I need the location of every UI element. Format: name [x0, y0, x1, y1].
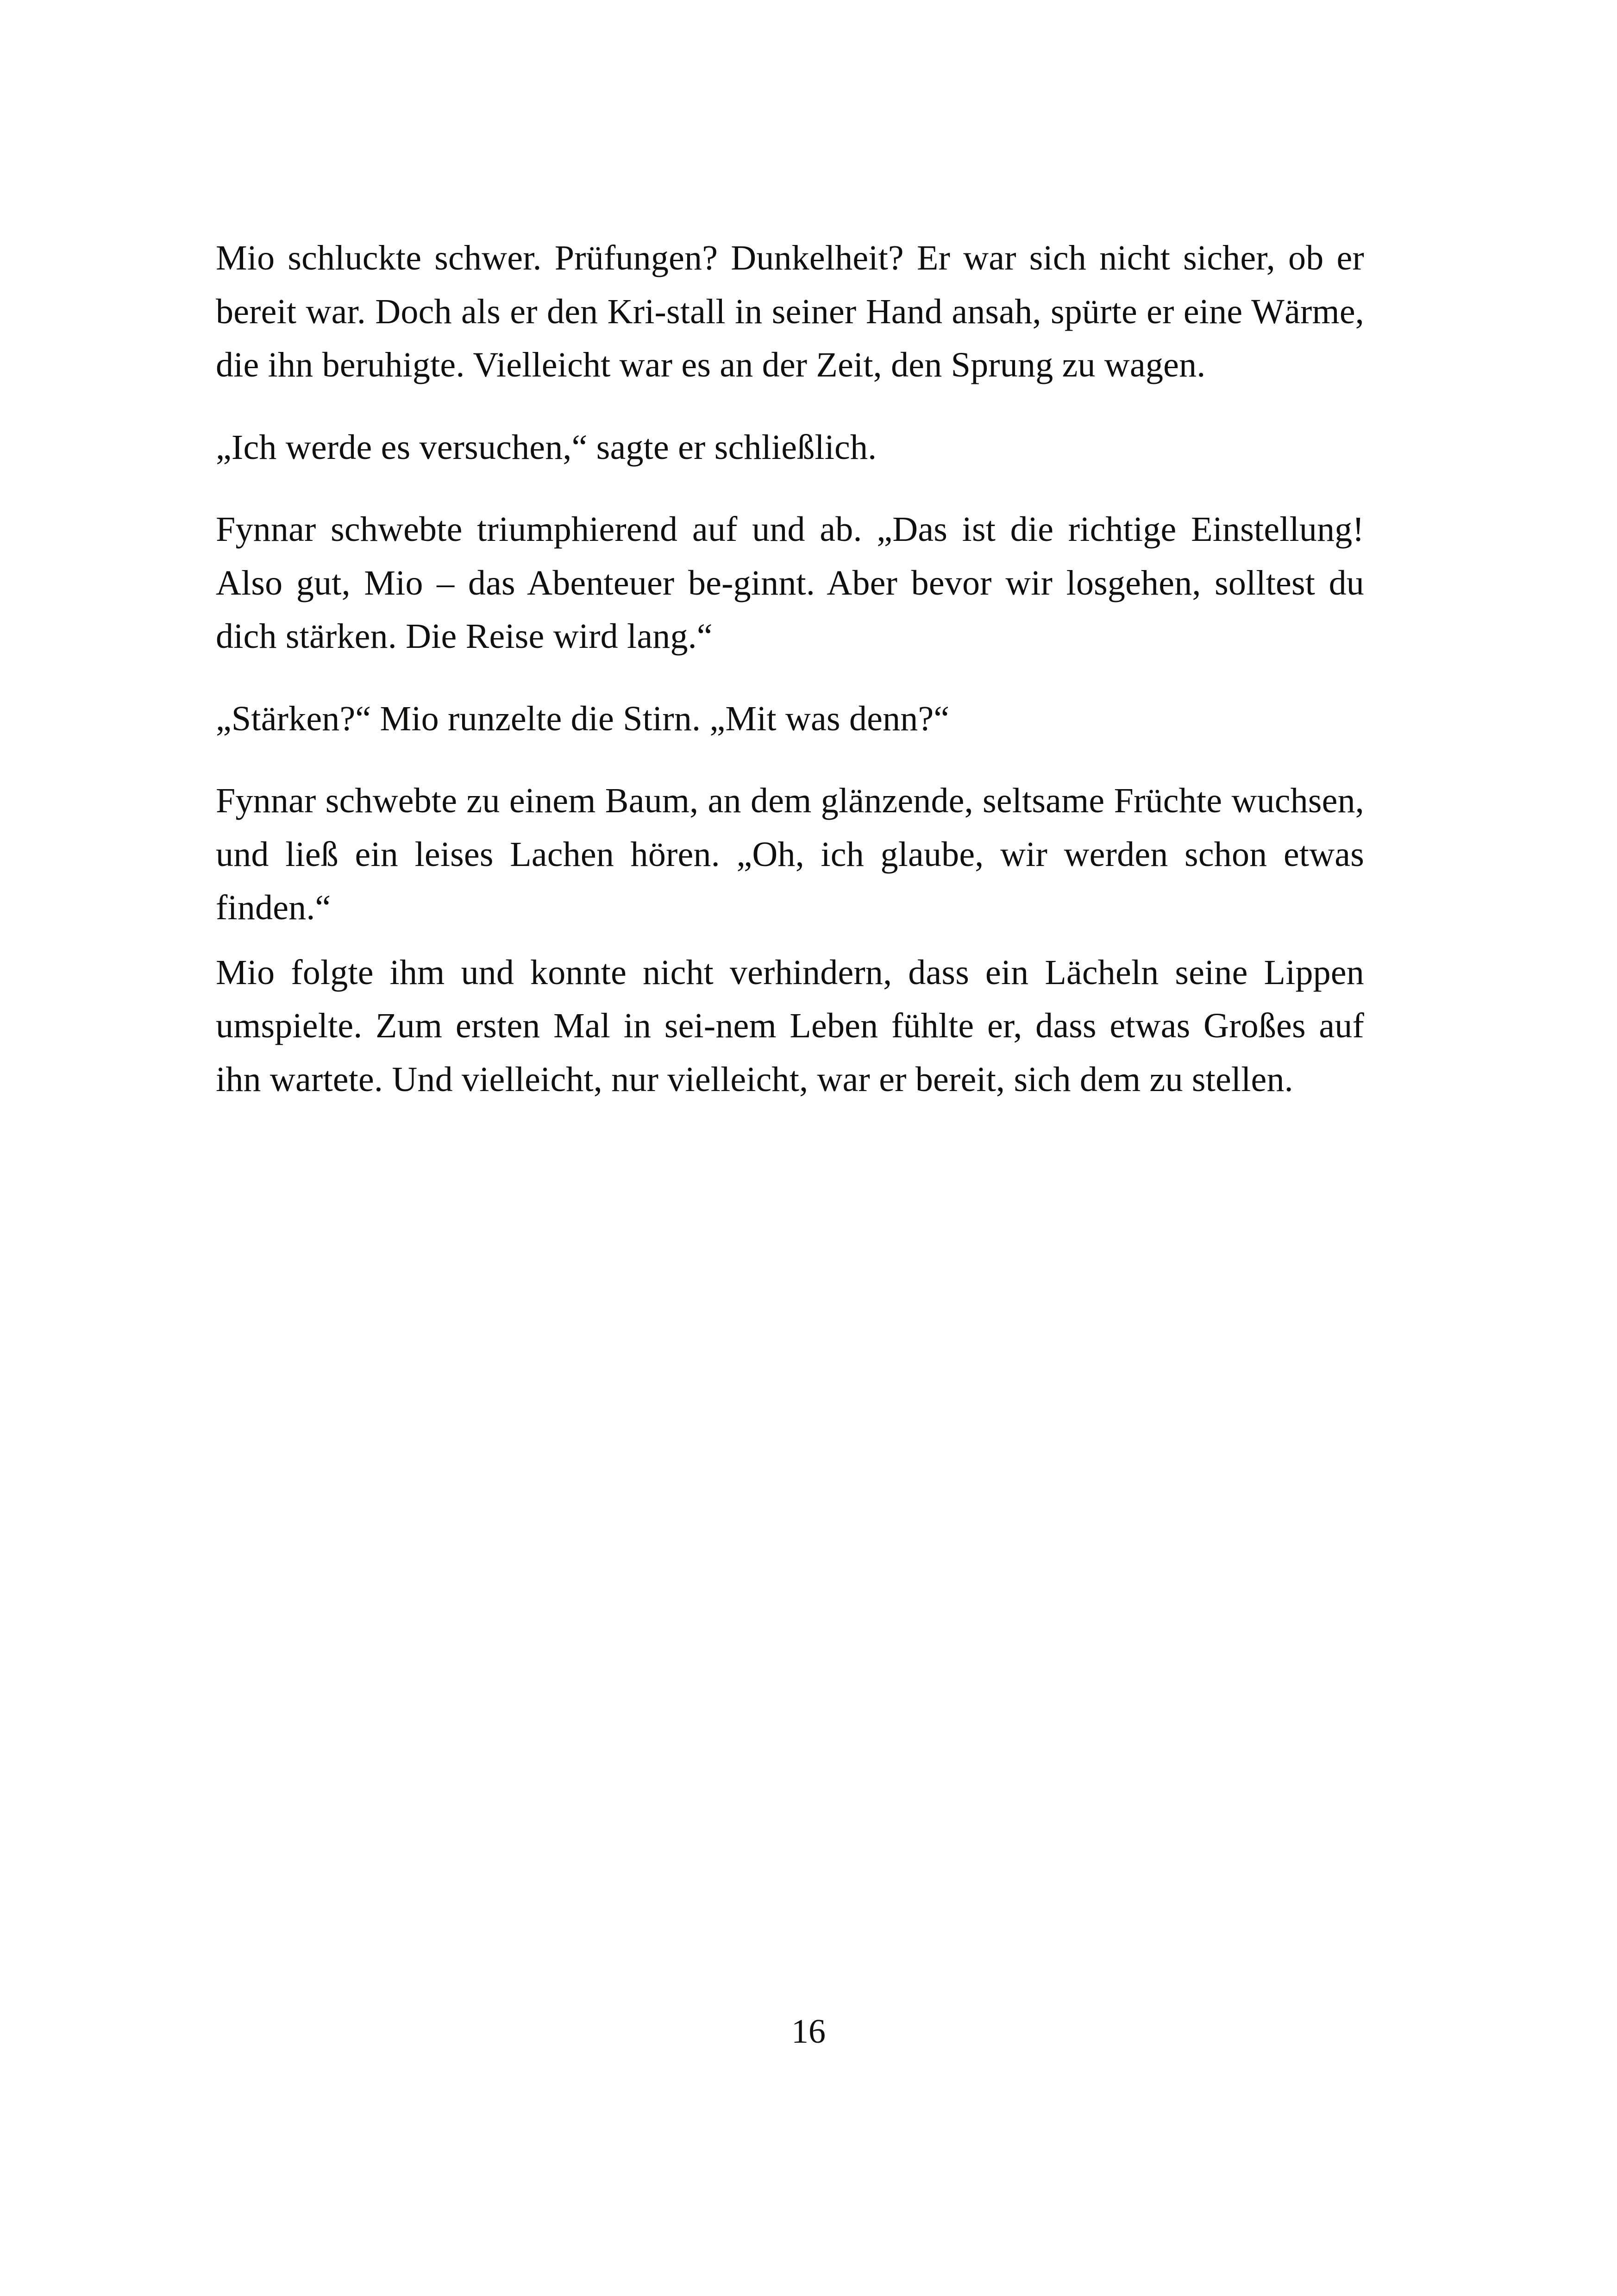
paragraph-3: Fynnar schwebte triumphierend auf und ab. „Das ist die richtige Einstellung! Also gut, Mio – das Abenteuer be-ginnt. Aber bevor wir losgehen, solltest du dich stärken. Die Reise wird lang.“	[216, 510, 1364, 656]
paragraph-5: Fynnar schwebte zu einem Baum, an dem glänzende, seltsame Früchte wuchsen, und ließ ein leises Lachen hören. „Oh, ich glaube, wir werden schon etwas finden.“	[216, 781, 1364, 928]
body-text	[216, 232, 1364, 1106]
paragraph-6: Mio folgte ihm und konnte nicht verhindern, dass ein Lächeln seine Lippen umspielte. Zum ersten Mal in sei-nem Leben fühlte er, dass etwas Großes auf ihn wartete. Und vielleicht, nur vielleicht, war er bereit, sich dem zu stellen.	[216, 953, 1364, 1099]
paragraph-2: „Ich werde es versuchen,“ sagte er schließlich.	[216, 427, 877, 467]
paragraph-1: Mio schluckte schwer. Prüfungen? Dunkelheit? Er war sich nicht sicher, ob er bereit war. Doch als er den Kri-stall in seiner Hand ansah, spürte er eine Wärme, die ihn beruhigte. Vielleicht war es an der Zeit, den Sprung zu wagen.	[216, 238, 1364, 385]
paragraph-4: „Stärken?“ Mio runzelte die Stirn. „Mit was denn?“	[216, 699, 950, 738]
page-number: 16	[791, 2013, 826, 2051]
